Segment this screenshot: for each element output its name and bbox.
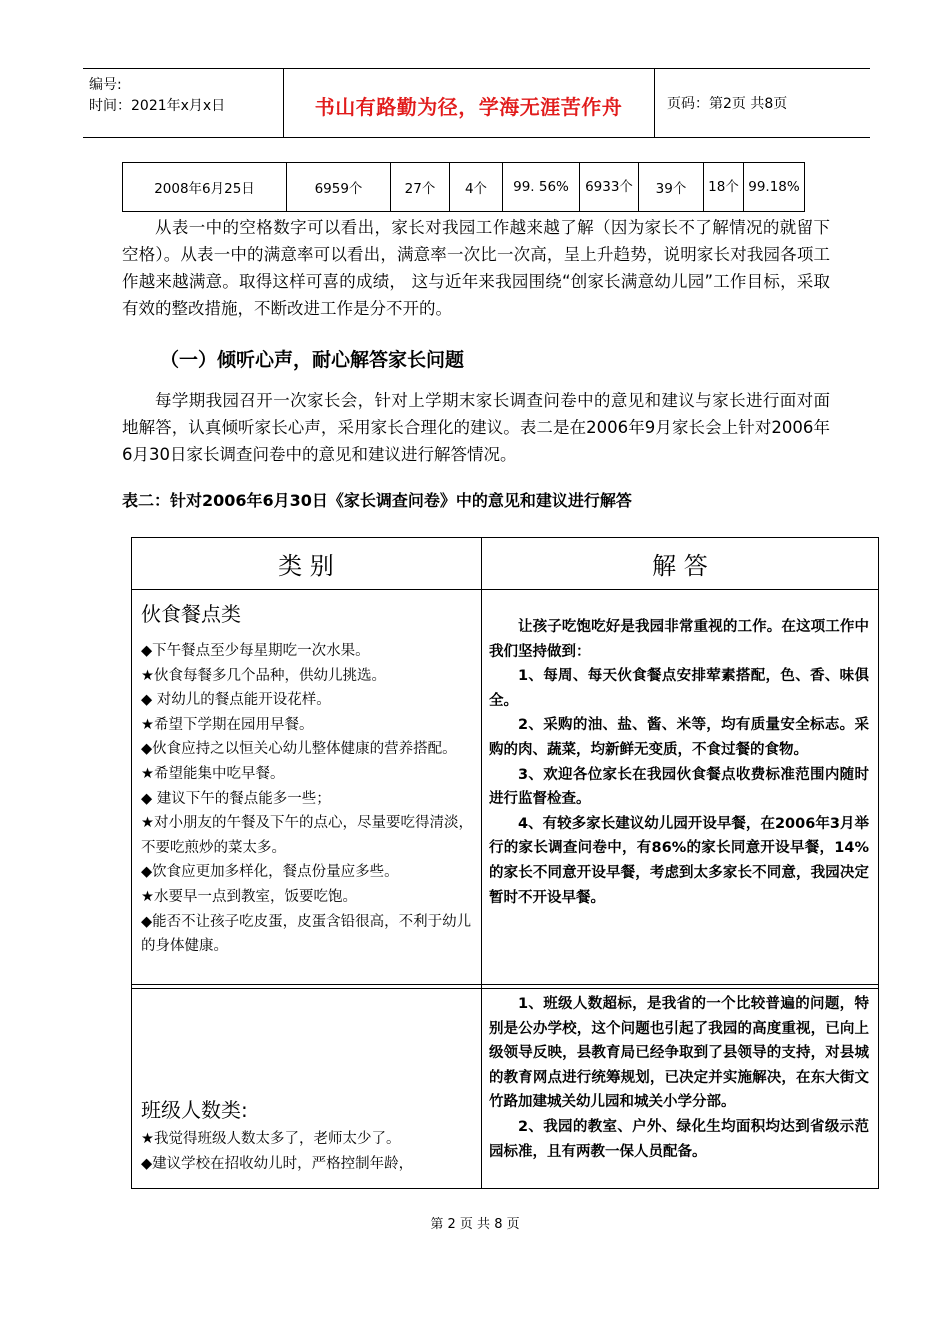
table-border bbox=[131, 589, 879, 590]
class-category-heading: 班级人数类: bbox=[141, 1098, 248, 1122]
header-motto: 书山有路勤为径，学海无涯苦作舟 bbox=[314, 95, 623, 119]
table-border bbox=[131, 537, 132, 1189]
header-divider bbox=[654, 69, 655, 137]
number-label: 编号: bbox=[89, 77, 122, 93]
list-item: ◆建议学校在招收幼儿时，严格控制年龄， bbox=[141, 1155, 414, 1172]
paragraph-2: 每学期我园召开一次家长会，针对上学期末家长调查问卷中的意见和建议与家长进行面对面地解答，认真倾听家长心声，采用家长合理化的建议。表二是在2006年9月家长会上针对2006年6月30日家长调查问卷中的意见和建议进行解答情况。 bbox=[122, 391, 830, 464]
answer-paragraph: 4、有较多家长建议幼儿园开设早餐，在2006年3月举行的家长调查问卷中，有86%的家长同意开设早餐，14%的家长不同意开设早餐，考虑到太多家长不同意，我园决定暂时不开设早餐。 bbox=[489, 815, 869, 906]
answers-table bbox=[131, 537, 879, 1189]
page-footer: 第 2 页 共 8 页 bbox=[430, 1217, 520, 1232]
stats-date: 2008年6月25日 bbox=[123, 163, 287, 212]
answer-column-header: 解 答 bbox=[652, 551, 708, 580]
stats-cell: 99.18% bbox=[744, 163, 805, 212]
list-item: ◆ 建议下午的餐点能多一些； bbox=[141, 790, 331, 807]
food-answer-cell bbox=[489, 615, 869, 910]
stats-cell: 99. 56% bbox=[503, 163, 580, 212]
list-item: ◆能否不让孩子吃皮蛋，皮蛋含铅很高，不利于幼儿的身体健康。 bbox=[141, 913, 472, 955]
food-category-heading: 伙食餐点类 bbox=[141, 602, 241, 626]
stats-table bbox=[122, 162, 805, 212]
list-item: ★我觉得班级人数太多了，老师太少了。 bbox=[141, 1131, 401, 1147]
list-item: ★伙食每餐多几个品种，供幼儿挑选。 bbox=[141, 667, 386, 684]
list-item: ◆伙食应持之以恒关心幼儿整体健康的营养搭配。 bbox=[141, 741, 457, 758]
header-page-info: 页码：第2页 共8页 bbox=[667, 96, 788, 112]
category-column-header: 类 别 bbox=[278, 551, 334, 580]
answer-paragraph: 1、每周、每天伙食餐点安排荤素搭配，色、香、味俱全。 bbox=[489, 668, 869, 709]
table-border bbox=[131, 988, 879, 989]
table-border bbox=[878, 537, 879, 1189]
stats-cell: 6959个 bbox=[287, 163, 391, 212]
class-answer-cell bbox=[489, 992, 869, 1164]
answer-paragraph: 让孩子吃饱吃好是我园非常重视的工作。在这项工作中我们坚持做到： bbox=[489, 619, 869, 660]
answer-paragraph: 1、班级人数超标，是我省的一个比较普遍的问题，特别是公办学校，这个问题也引起了我园的高度重视，已向上级领导反映，县教育局已经争取到了县领导的支持，对县城的教育网点进行统筹规划，已决定并实施解决，在东大街文竹路加建城关幼儿园和城关小学分部。 bbox=[489, 996, 869, 1111]
table-border bbox=[481, 537, 482, 1189]
time-label: 时间：2021年x月x日 bbox=[89, 98, 226, 114]
answer-paragraph: 3、欢迎各位家长在我园伙食餐点收费标准范围内随时进行监督检查。 bbox=[489, 766, 869, 808]
section-heading: （一）倾听心声，耐心解答家长问题 bbox=[160, 349, 465, 371]
list-item: ★水要早一点到教室，饭要吃饱。 bbox=[141, 888, 357, 905]
list-item: ◆ 对幼儿的餐点能开设花样。 bbox=[141, 692, 331, 709]
stats-cell: 6933个 bbox=[580, 163, 639, 212]
food-category-cell bbox=[141, 597, 474, 959]
header-meta bbox=[89, 75, 225, 117]
stats-cell: 4个 bbox=[450, 163, 503, 212]
table-border bbox=[131, 984, 879, 985]
list-item: ★希望下学期在园用早餐。 bbox=[141, 716, 314, 733]
class-category-cell bbox=[141, 1093, 474, 1176]
answer-paragraph: 2、采购的油、盐、酱、米等，均有质量安全标志。采购的肉、蔬菜，均新鲜无变质，不食过餐的食物。 bbox=[489, 717, 869, 758]
table2-title: 表二：针对2006年6月30日《家长调查问卷》中的意见和建议进行解答 bbox=[122, 491, 632, 510]
answer-paragraph: 2、我园的教室、户外、绿化生均面积均达到省级示范园标准，且有两教一保人员配备。 bbox=[489, 1118, 869, 1160]
table-row bbox=[123, 163, 805, 212]
stats-cell: 39个 bbox=[639, 163, 704, 212]
page-header bbox=[83, 68, 870, 138]
list-item: ◆饮食应更加多样化，餐点份量应多些。 bbox=[141, 864, 399, 881]
list-item: ★对小朋友的午餐及下午的点心，尽量要吃得清淡，不要吃煎炒的菜太多。 bbox=[141, 815, 473, 856]
table-border bbox=[131, 1188, 879, 1189]
list-item: ◆下午餐点至少每星期吃一次水果。 bbox=[141, 643, 370, 659]
list-item: ★希望能集中吃早餐。 bbox=[141, 765, 285, 782]
stats-cell: 27个 bbox=[391, 163, 450, 212]
paragraph-1: 从表一中的空格数字可以看出，家长对我园工作越来越了解（因为家长不了解情况的就留下空格）。从表一中的满意率可以看出，满意率一次比一次高，呈上升趋势，说明家长对我园各项工作越来越满意。取得这样可喜的成绩， 这与近年来我园围绕“创家长满意幼儿园”工作目标，采取有效的整改措施，不断改进工作是分不开的。 bbox=[122, 218, 830, 318]
stats-cell: 18个 bbox=[704, 163, 744, 212]
